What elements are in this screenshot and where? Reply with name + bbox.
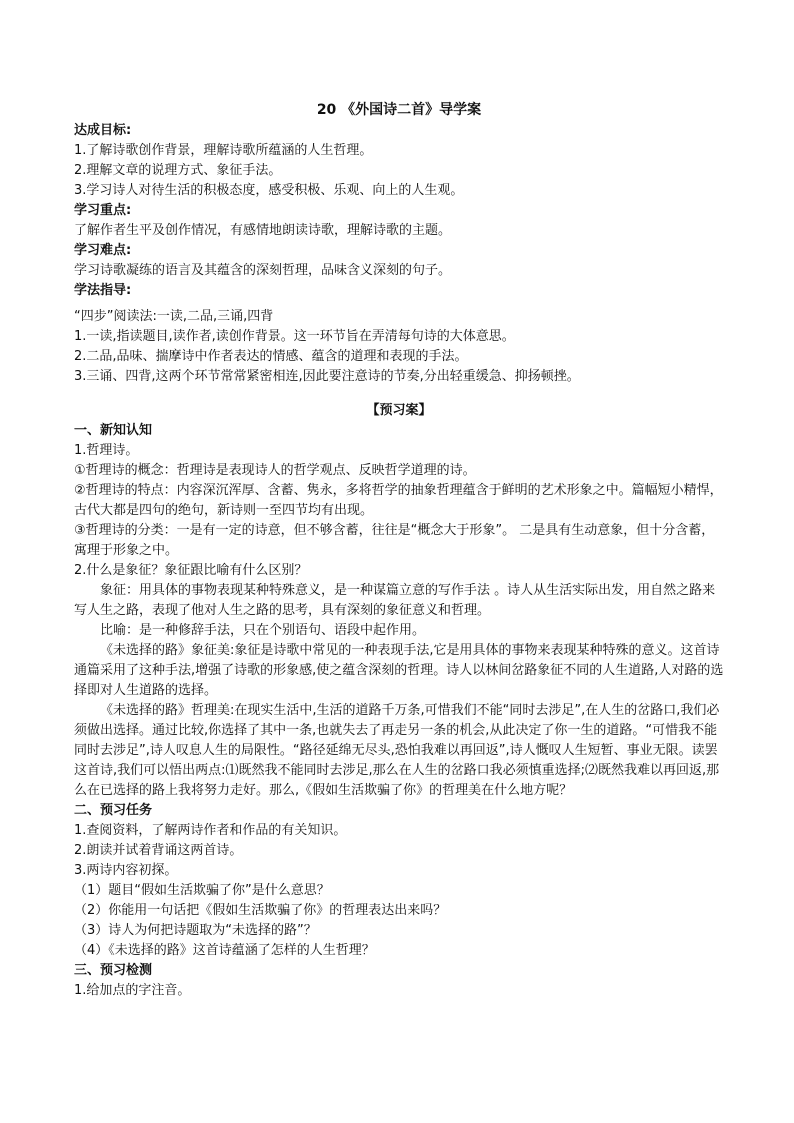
focus-text: 了解作者生平及创作情况，有感情地朗读诗歌，理解诗歌的主题。 bbox=[74, 223, 452, 238]
document-title: 20 《外国诗二首》导学案 bbox=[316, 102, 482, 118]
difficulty-text: 学习诗歌凝练的语言及其蕴含的深刻哲理，品味含义深刻的句子。 bbox=[74, 263, 452, 278]
philosophy-poem-concept: ①哲理诗的概念：哲理诗是表现诗人的哲学观点、反映哲学道理的诗。 bbox=[74, 463, 476, 478]
task-item: 2.朗读并试着背诵这两首诗。 bbox=[74, 843, 243, 858]
symbol-definition: 象征：用具体的事物表现某种特殊意义，是一种谋篇立意的写作手法 。诗人从生活实际出发，用自然之路来写人生之路，表现了他对人生之路的思考，具有深刻的象征意义和哲理。 bbox=[74, 583, 716, 618]
symbol-beauty-paragraph: 《未选择的路》象征美:象征是诗歌中常见的一种表现手法,它是用具体的事物来表现某种特殊的意义。这首诗通篇采用了这种手法,增强了诗歌的形象感,使之蕴含深刻的哲理。诗人以林间岔路象征不同的人生道路,人对路的选择即对人生道路的选择。 bbox=[74, 643, 724, 698]
philosophy-poem-categories: ③哲理诗的分类：一是有一定的诗意，但不够含蓄，往往是“概念大于形象”。 二是具有生动意象，但十分含蓄，寓理于形象之中。 bbox=[74, 523, 715, 558]
goal-item: 2.理解文章的说理方式、象征手法。 bbox=[74, 163, 282, 178]
goal-item: 3.学习诗人对待生活的积极态度，感受积极、乐观、向上的人生观。 bbox=[74, 183, 464, 198]
goal-item: 1.了解诗歌创作背景，理解诗歌所蕴涵的人生哲理。 bbox=[74, 143, 373, 158]
list-item: 1.哲理诗。 bbox=[74, 443, 139, 458]
method-intro: “四步”阅读法:一读,二品,三诵,四背 bbox=[74, 309, 274, 324]
difficulty-heading: 学习难点: bbox=[74, 243, 132, 258]
question-item: （1）题目“假如生活欺骗了你”是什么意思？ bbox=[74, 883, 330, 898]
section-heading-new-knowledge: 一、新知认知 bbox=[74, 423, 153, 438]
focus-heading: 学习重点: bbox=[74, 203, 132, 218]
section-heading-preview-tasks: 二、预习任务 bbox=[74, 803, 153, 818]
document-page bbox=[74, 100, 724, 1001]
task-item: 1.查阅资料，了解两诗作者和作品的有关知识。 bbox=[74, 823, 347, 838]
list-item: 2.什么是象征？象征跟比喻有什么区别？ bbox=[74, 563, 308, 578]
task-item: 3.两诗内容初探。 bbox=[74, 863, 178, 878]
question-item: （2）你能用一句话把《假如生活欺骗了你》的哲理表达出来吗？ bbox=[74, 903, 447, 918]
preview-heading: 【预习案】 bbox=[366, 403, 432, 418]
check-item: 1.给加点的字注音。 bbox=[74, 983, 191, 998]
metaphor-definition: 比喻：是一种修辞手法，只在个别语句、语段中起作用。 bbox=[100, 623, 426, 638]
method-step: 3.三诵、四背,这两个环节常常紧密相连,因此要注意诗的节奏,分出轻重缓急、抑扬顿挫。 bbox=[74, 369, 580, 384]
question-item: （4）《未选择的路》这首诗蕴涵了怎样的人生哲理？ bbox=[74, 943, 375, 958]
philosophy-poem-features: ②哲理诗的特点：内容深沉浑厚、含蓄、隽永，多将哲学的抽象哲理蕴含于鲜明的艺术形象之中。篇幅短小精悍，古代大都是四句的绝句，新诗则一至四节均有出现。 bbox=[74, 483, 723, 518]
section-heading-preview-check: 三、预习检测 bbox=[74, 963, 153, 978]
goals-heading: 达成目标: bbox=[74, 123, 132, 138]
method-heading: 学法指导: bbox=[74, 283, 132, 298]
philosophy-beauty-paragraph: 《未选择的路》哲理美:在现实生活中,生活的道路千万条,可惜我们不能“同时去涉足”,在人生的岔路口,我们必须做出选择。通过比较,你选择了其中一条,也就失去了再走另一条的机会,从此决定了你一生的道路。“可惜我不能同时去涉足”,诗人叹息人生的局限性。“路径延绵无尽头,恐怕我难以再回返”,诗人慨叹人生短暂、事业无限。读罢这首诗,我们可以悟出两点:⑴既然我不能同时去涉足,那么在人生的岔路口我必须慎重选择;⑵既然我难以再回返,那么在已选择的路上我将努力走好。那么,《假如生活欺骗了你》的哲理美在什么地方呢？ bbox=[74, 703, 720, 798]
method-step: 2.二品,品味、揣摩诗中作者表达的情感、蕴含的道理和表现的手法。 bbox=[74, 349, 468, 364]
question-item: （3）诗人为何把诗题取为“未选择的路”？ bbox=[74, 923, 317, 938]
method-step: 1.一读,指读题目,读作者,读创作背景。这一环节旨在弄清每句诗的大体意思。 bbox=[74, 329, 515, 344]
